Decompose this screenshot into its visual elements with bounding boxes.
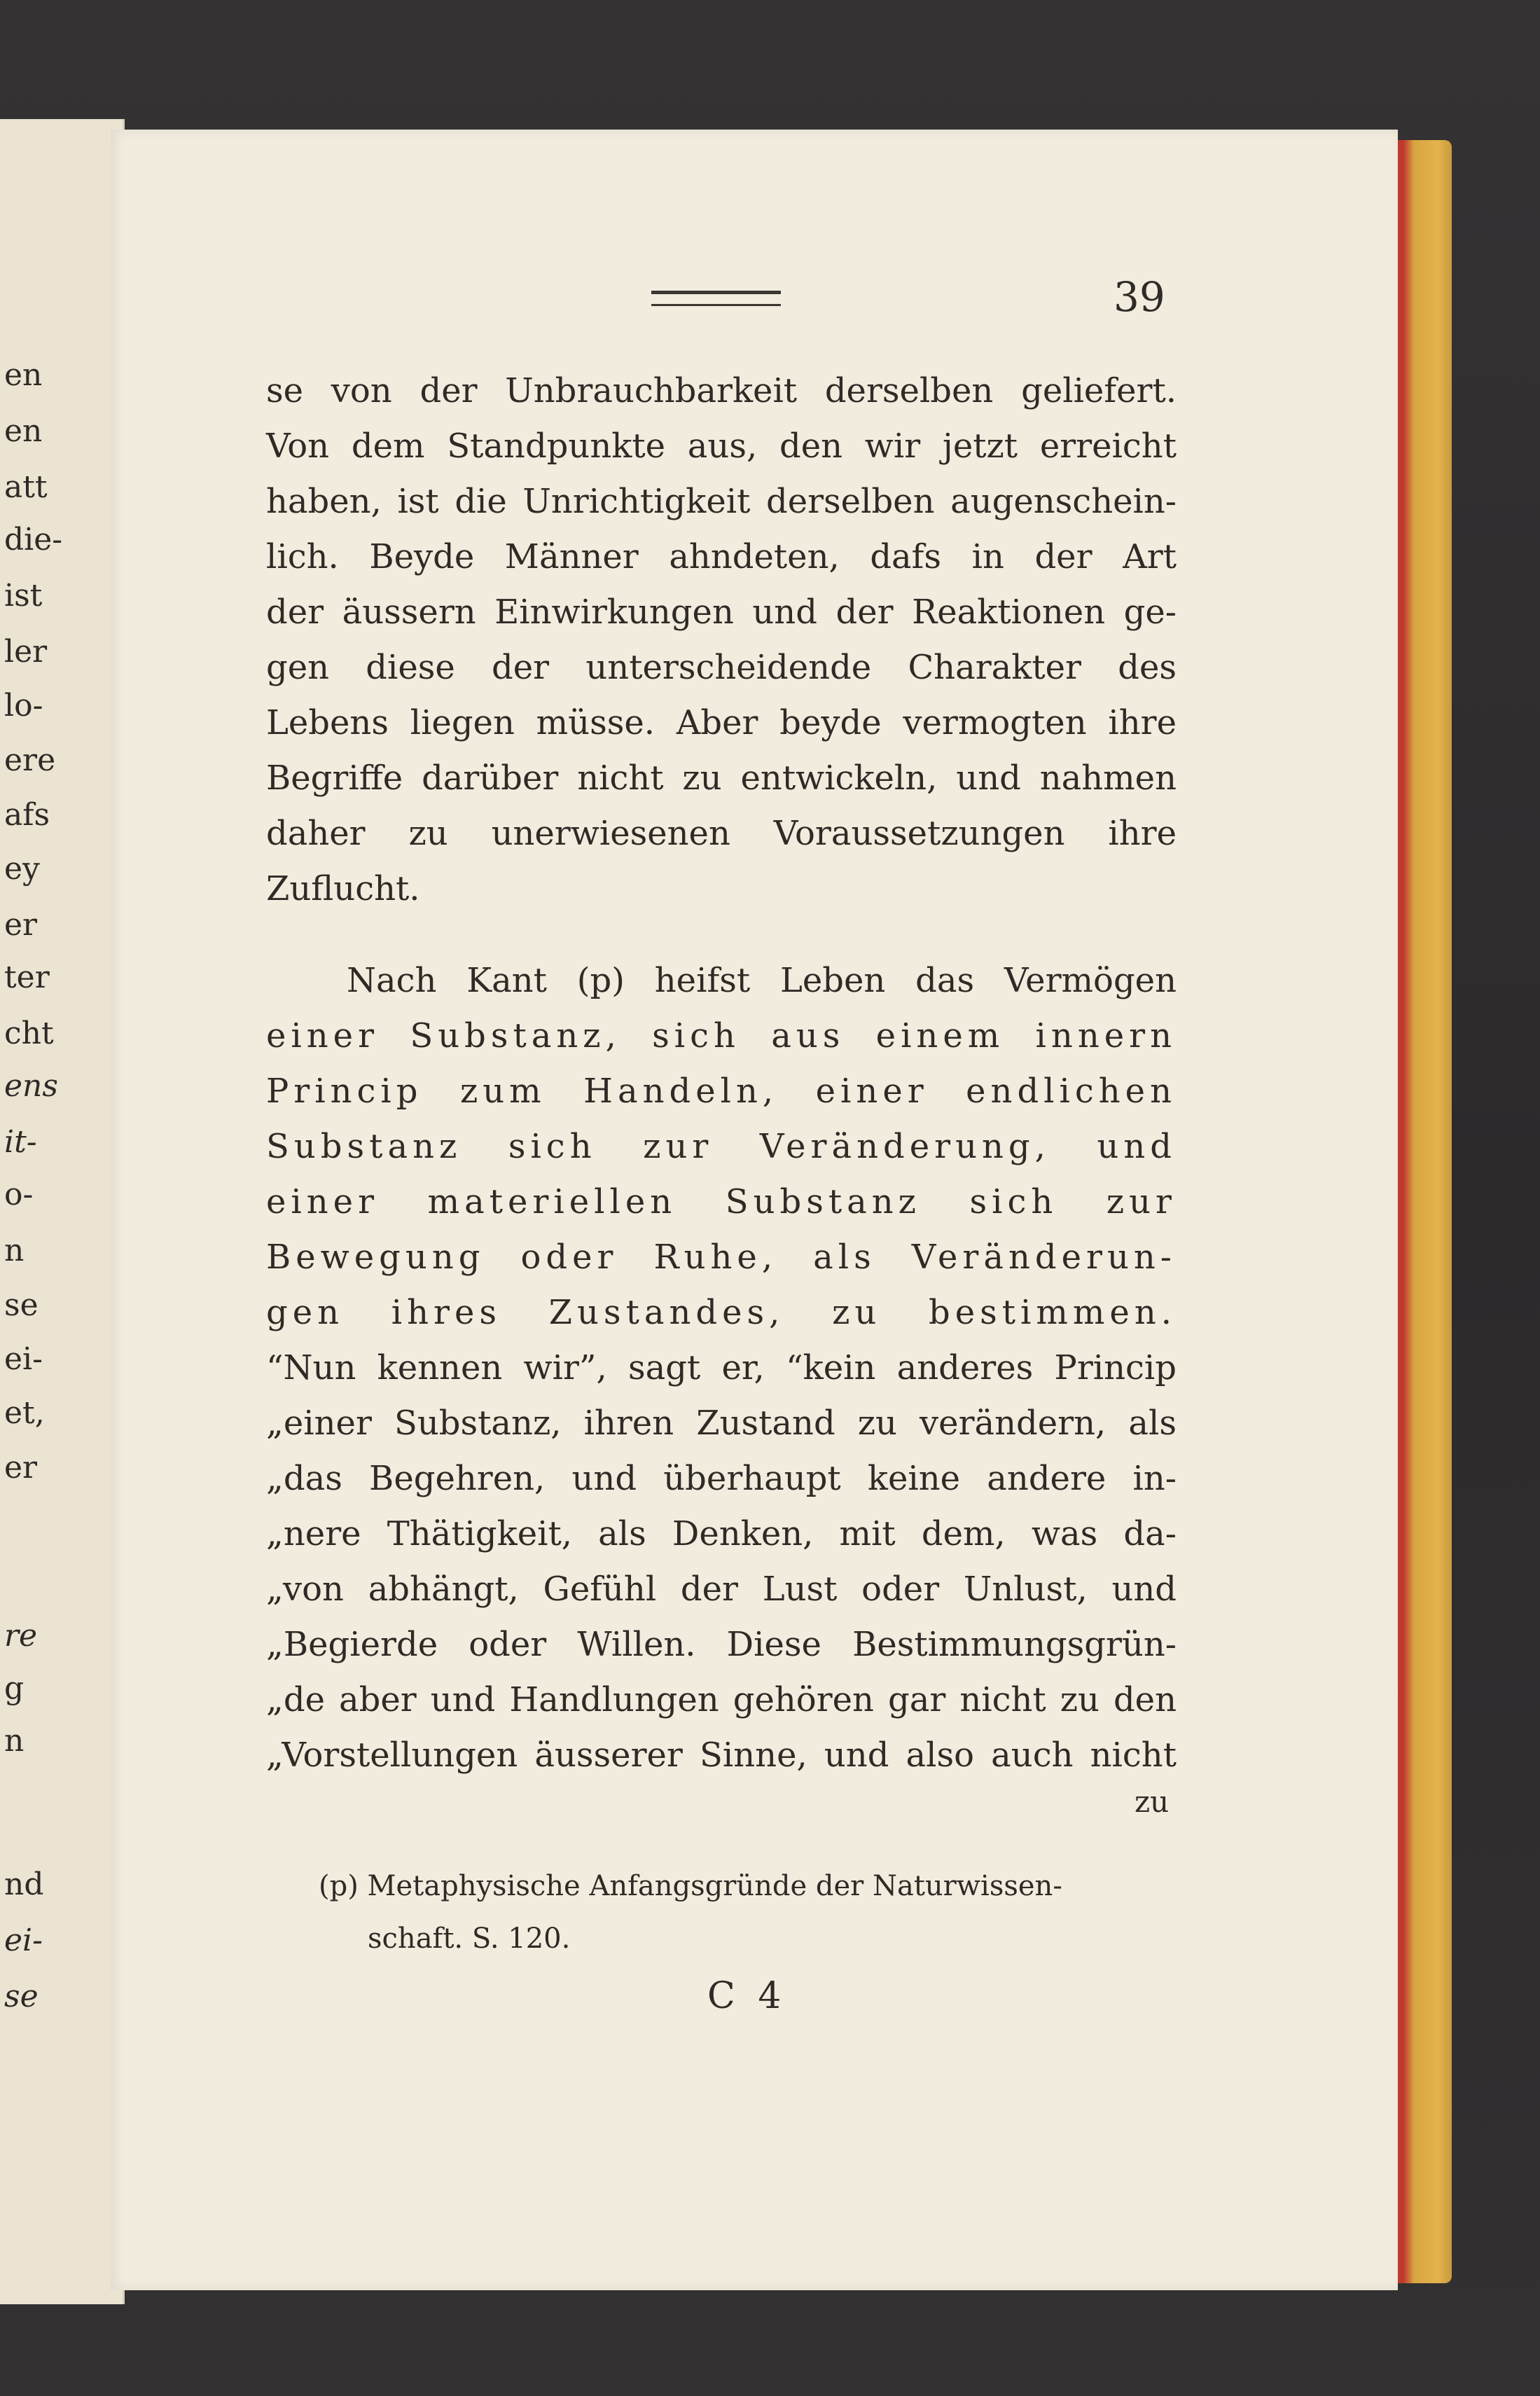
text-line: der äussern Einwirkungen und der Reaktionen ge-: [266, 593, 1177, 632]
left-fragment: lo-: [4, 688, 43, 723]
catchword: zu: [1135, 1785, 1170, 1819]
text-line: Von dem Standpunkte aus, den wir jetzt erreicht: [266, 427, 1177, 466]
text-line: Zuflucht.: [266, 869, 420, 908]
left-fragment: ler: [4, 634, 48, 670]
left-page: [0, 119, 125, 2304]
left-fragment: die-: [4, 522, 63, 558]
left-fragment: o-: [4, 1177, 34, 1212]
left-fragment: afs: [4, 797, 50, 833]
text-line: einer Substanz, sich aus einem innern: [266, 1016, 1177, 1055]
text-line: haben, ist die Unrichtigkeit derselben augenschein-: [266, 482, 1177, 521]
left-fragment: cht: [4, 1016, 54, 1051]
text-line: „Begierde oder Willen. Diese Bestimmungsgrün-: [266, 1625, 1177, 1664]
text-line: gen diese der unterscheidende Charakter des: [266, 648, 1177, 687]
left-fragment: ter: [4, 960, 50, 995]
left-fragment: n: [4, 1233, 25, 1268]
text-line: Begriffe darüber nicht zu entwickeln, und nahmen: [266, 759, 1177, 798]
text-line: “Nun kennen wir”, sagt er, “kein anderes Princip: [266, 1348, 1177, 1387]
text-line: Princip zum Handeln, einer endlichen: [266, 1072, 1177, 1111]
page-number: 39: [1114, 273, 1165, 321]
left-fragment: n: [4, 1723, 25, 1759]
left-fragment: en: [4, 357, 43, 393]
left-fragment: re: [4, 1618, 38, 1654]
text-line: lich. Beyde Männer ahndeten, dafs in der Art: [266, 537, 1177, 576]
text-line: „nere Thätigkeit, als Denken, mit dem, was da-: [266, 1514, 1177, 1553]
left-fragment: it-: [4, 1124, 37, 1160]
text-line: se von der Unbrauchbarkeit derselben geliefert.: [266, 371, 1177, 410]
text-line: „de aber und Handlungen gehören gar nicht zu den: [266, 1680, 1177, 1719]
left-fragment: ist: [4, 578, 43, 614]
left-fragment: ere: [4, 742, 56, 778]
header-rule: [651, 291, 781, 306]
text-line: „einer Substanz, ihren Zustand zu verändern, als: [266, 1404, 1177, 1443]
signature-mark: C 4: [707, 1975, 787, 2017]
text-line: „das Begehren, und überhaupt keine andere in-: [266, 1459, 1177, 1498]
text-line: Bewegung oder Ruhe, als Veränderun-: [266, 1238, 1177, 1277]
left-fragment: er: [4, 1450, 38, 1486]
text-line: daher zu unerwiesenen Voraussetzungen ihre: [266, 814, 1177, 853]
text-line: Substanz sich zur Veränderung, und: [266, 1127, 1177, 1166]
left-fragment: se: [4, 1287, 39, 1323]
left-fragment: en: [4, 413, 43, 449]
left-fragment: ens: [4, 1068, 58, 1104]
left-fragment: nd: [4, 1867, 44, 1902]
left-fragment: att: [4, 469, 48, 505]
text-line: Lebens liegen müsse. Aber beyde vermogten ihre: [266, 703, 1177, 742]
text-line: „von abhängt, Gefühl der Lust oder Unlust, und: [266, 1570, 1177, 1609]
left-fragment: er: [4, 907, 38, 943]
text-line: gen ihres Zustandes, zu bestimmen.: [266, 1293, 1177, 1332]
text-line: „Vorstellungen äusserer Sinne, und also auch nicht: [266, 1736, 1177, 1775]
left-fragment: se: [4, 1979, 39, 2014]
footnote-line: (p) Metaphysische Anfangsgründe der Naturwissen-: [319, 1870, 1062, 1902]
left-fragment: et,: [4, 1395, 45, 1431]
left-fragment: ei-: [4, 1923, 43, 1958]
footnote-line: schaft. S. 120.: [368, 1923, 571, 1955]
text-line: Nach Kant (p) heifst Leben das Vermögen: [347, 961, 1177, 1000]
text-line: einer materiellen Substanz sich zur: [266, 1182, 1177, 1221]
left-fragment: ey: [4, 851, 40, 887]
left-fragment: g: [4, 1670, 25, 1706]
left-fragment: ei-: [4, 1341, 43, 1377]
